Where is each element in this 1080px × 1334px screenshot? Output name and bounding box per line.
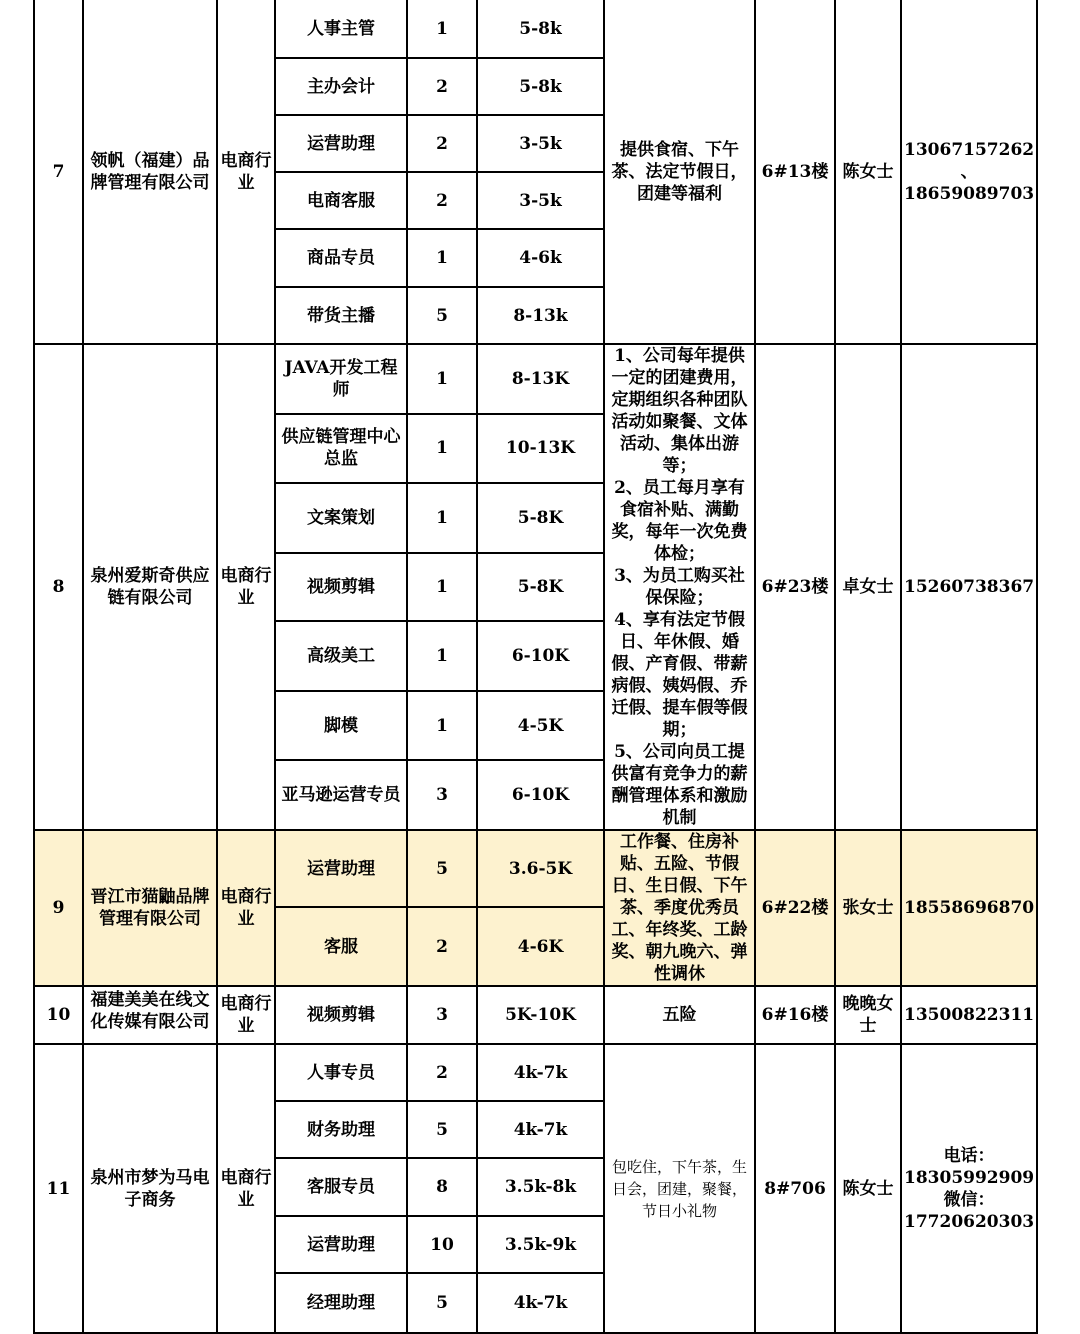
company-industry: 电商行业 [217,344,275,830]
company-number: 11 [34,1044,83,1333]
job-count: 1 [407,0,477,58]
job-title: 带货主播 [275,287,407,344]
job-salary: 4-5K [477,691,604,760]
company-benefits: 工作餐、住房补贴、五险、节假日、生日假、下午茶、季度优秀员工、年终奖、工龄奖、朝九晚六、弹性调休 [604,830,755,986]
job-count: 2 [407,172,477,229]
job-count: 3 [407,986,477,1044]
company-address: 6#22楼 [755,830,835,986]
job-count: 2 [407,1044,477,1101]
job-salary: 5-8k [477,58,604,115]
company-industry: 电商行业 [217,1044,275,1333]
company-name: 泉州爱斯奇供应链有限公司 [83,344,217,830]
job-salary: 3.6-5K [477,830,604,907]
job-title: 亚马逊运营专员 [275,760,407,830]
job-title: 经理助理 [275,1273,407,1333]
job-salary: 3.5k-8k [477,1158,604,1216]
job-salary: 4k-7k [477,1273,604,1333]
job-salary: 5-8K [477,553,604,622]
job-salary: 6-10K [477,760,604,830]
job-title: 供应链管理中心总监 [275,414,407,483]
contact-person: 陈女士 [835,0,901,344]
job-title: 高级美工 [275,621,407,691]
job-title: 人事专员 [275,1044,407,1101]
job-count: 5 [407,1273,477,1333]
table-row [34,1044,1037,1101]
job-salary: 3-5k [477,172,604,229]
contact-person: 张女士 [835,830,901,986]
company-number: 9 [34,830,83,986]
table-row [34,830,1037,907]
job-salary: 4-6K [477,907,604,986]
job-title: 财务助理 [275,1101,407,1158]
job-title: JAVA开发工程师 [275,344,407,414]
job-salary: 4-6k [477,229,604,287]
job-title: 客服专员 [275,1158,407,1216]
company-benefits: 提供食宿、下午茶、法定节假日，团建等福利 [604,0,755,344]
company-address: 6#13楼 [755,0,835,344]
company-industry: 电商行业 [217,830,275,986]
company-name: 泉州市梦为马电子商务 [83,1044,217,1333]
job-count: 1 [407,414,477,483]
job-title: 文案策划 [275,483,407,553]
contact-person: 卓女士 [835,344,901,830]
contact-person: 陈女士 [835,1044,901,1333]
table-row [34,986,1037,1044]
job-salary: 8-13K [477,344,604,414]
job-title: 客服 [275,907,407,986]
job-title: 电商客服 [275,172,407,229]
job-count: 10 [407,1216,477,1273]
company-address: 6#16楼 [755,986,835,1044]
job-count: 5 [407,830,477,907]
job-title: 人事主管 [275,0,407,58]
job-salary: 6-10K [477,621,604,691]
job-salary: 4k-7k [477,1101,604,1158]
company-number: 7 [34,0,83,344]
job-count: 1 [407,344,477,414]
job-salary: 3-5k [477,115,604,172]
contact-phone: 电话： 18305992909 微信： 17720620303 [901,1044,1037,1333]
job-count: 1 [407,229,477,287]
job-count: 1 [407,691,477,760]
job-title: 运营助理 [275,830,407,907]
job-title: 脚模 [275,691,407,760]
job-title: 运营助理 [275,115,407,172]
contact-phone: 13500822311 [901,986,1037,1044]
job-count: 1 [407,553,477,622]
company-name: 领帆（福建）品牌管理有限公司 [83,0,217,344]
company-benefits: 1、公司每年提供一定的团建费用，定期组织各种团队活动如聚餐、文体活动、集体出游等； 2、员工每月享有食宿补贴、满勤奖，每年一次免费体检； 3、为员工购买社保保险； 4、享有法定节假日、年休假、婚假、产育假、带薪病假、姨妈假、乔迁假、提车假等假期； 5、公司向员工提供富有竞争力的薪酬管理体系和激励机制 [604,344,755,830]
job-count: 5 [407,1101,477,1158]
company-number: 10 [34,986,83,1044]
job-salary: 8-13k [477,287,604,344]
job-count: 2 [407,907,477,986]
job-salary: 5-8k [477,0,604,58]
job-count: 1 [407,483,477,553]
company-address: 6#23楼 [755,344,835,830]
company-name: 福建美美在线文化传媒有限公司 [83,986,217,1044]
job-count: 1 [407,621,477,691]
job-title: 视频剪辑 [275,986,407,1044]
job-salary: 5K-10K [477,986,604,1044]
company-benefits: 包吃住，下午茶，生日会，团建，聚餐，节日小礼物 [604,1044,755,1333]
job-salary: 10-13K [477,414,604,483]
job-count: 5 [407,287,477,344]
company-number: 8 [34,344,83,830]
job-title: 主办会计 [275,58,407,115]
job-listing-table [33,0,1038,1334]
table-row [34,0,1037,58]
job-salary: 4k-7k [477,1044,604,1101]
job-count: 3 [407,760,477,830]
job-salary: 3.5k-9k [477,1216,604,1273]
company-benefits: 五险 [604,986,755,1044]
job-title: 运营助理 [275,1216,407,1273]
job-count: 8 [407,1158,477,1216]
job-count: 2 [407,115,477,172]
contact-person: 晚晚女士 [835,986,901,1044]
company-address: 8#706 [755,1044,835,1333]
contact-phone: 18558696870 [901,830,1037,986]
contact-phone: 15260738367 [901,344,1037,830]
company-industry: 电商行业 [217,0,275,344]
job-title: 商品专员 [275,229,407,287]
job-count: 2 [407,58,477,115]
table-row [34,344,1037,414]
job-title: 视频剪辑 [275,553,407,622]
company-industry: 电商行业 [217,986,275,1044]
contact-phone: 13067157262 、 18659089703 [901,0,1037,344]
company-name: 晋江市猫鼬品牌管理有限公司 [83,830,217,986]
job-salary: 5-8K [477,483,604,553]
